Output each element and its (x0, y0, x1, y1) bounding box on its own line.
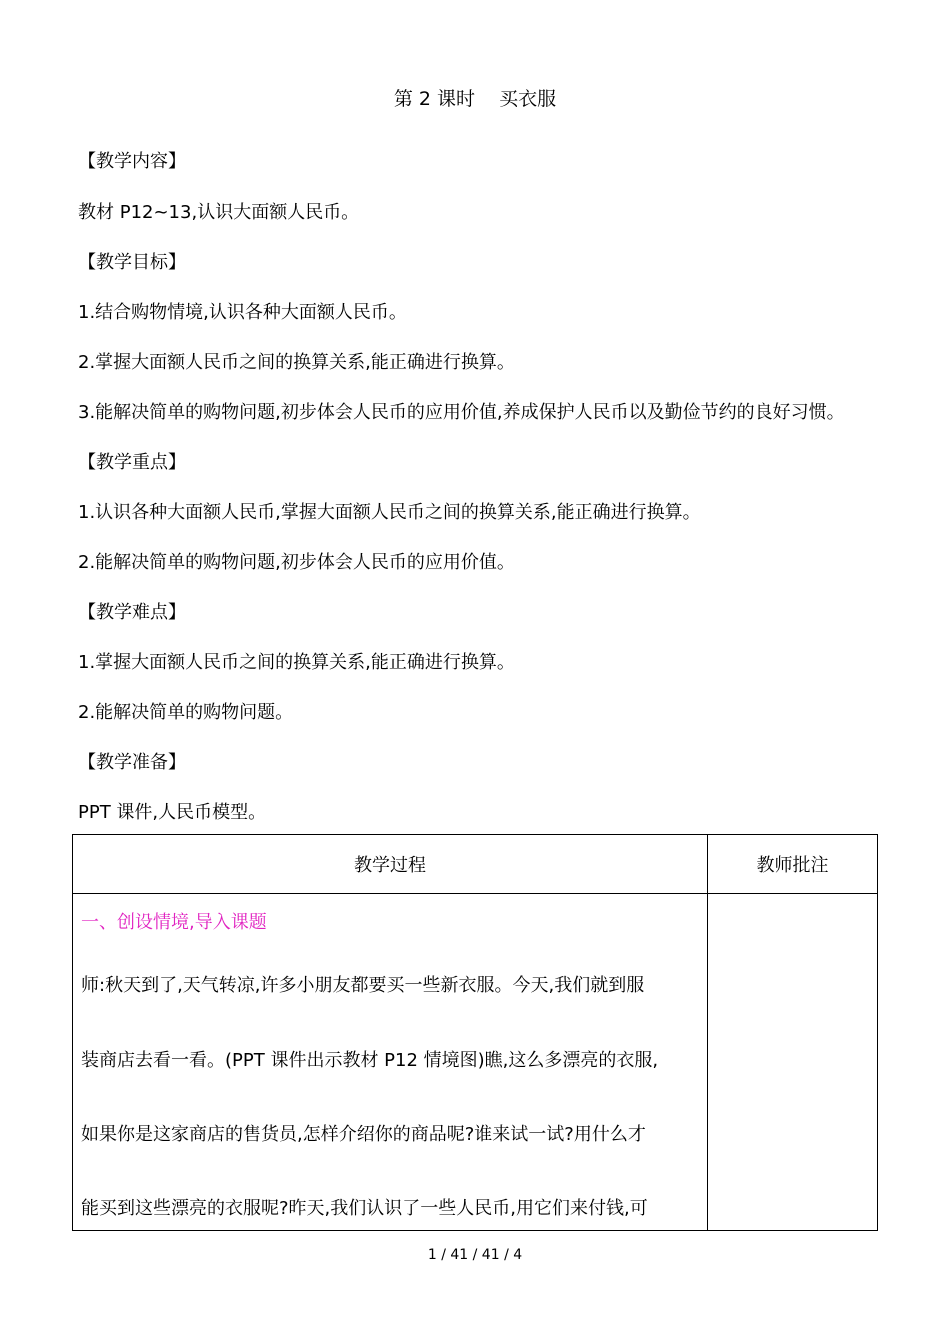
header-teaching-process: 教学过程 (73, 835, 708, 894)
process-cell (73, 894, 708, 1231)
section-heading-difficulties: 【教学难点】 (78, 602, 186, 623)
section-heading-content: 【教学内容】 (78, 151, 186, 172)
section-heading-key-points: 【教学重点】 (78, 452, 186, 473)
objective-3: 3.能解决简单的购物问题,初步体会人民币的应用价值,养成保护人民币以及勤俭节约的良好习惯。 (78, 402, 845, 423)
table-row (73, 894, 878, 1231)
page-number: 1 / 41 / 41 / 4 (427, 1247, 523, 1263)
process-section-heading: 一、创设情境,导入课题 (81, 912, 267, 933)
process-line-2: 装商店去看一看。(PPT 课件出示教材 P12 情境图)瞧,这么多漂亮的衣服, (81, 1050, 659, 1071)
key-point-2: 2.能解决简单的购物问题,初步体会人民币的应用价值。 (78, 552, 515, 573)
objective-1: 1.结合购物情境,认识各种大面额人民币。 (78, 302, 407, 323)
section-heading-preparation: 【教学准备】 (78, 752, 186, 773)
content-text: 教材 P12~13,认识大面额人民币。 (78, 202, 360, 223)
notes-cell (708, 894, 878, 1231)
section-heading-objectives: 【教学目标】 (78, 252, 186, 273)
preparation-text: PPT 课件,人民币模型。 (78, 802, 267, 823)
objective-2: 2.掌握大面额人民币之间的换算关系,能正确进行换算。 (78, 352, 515, 373)
difficulty-2: 2.能解决简单的购物问题。 (78, 702, 294, 723)
page-title: 第 2 课时 买衣服 (393, 88, 557, 110)
key-point-1: 1.认识各种大面额人民币,掌握大面额人民币之间的换算关系,能正确进行换算。 (78, 502, 701, 523)
process-line-1: 师:秋天到了,天气转凉,许多小朋友都要买一些新衣服。今天,我们就到服 (81, 975, 645, 996)
table-header-row (73, 835, 878, 894)
process-line-3: 如果你是这家商店的售货员,怎样介绍你的商品呢?谁来试一试?用什么才 (81, 1124, 646, 1145)
difficulty-1: 1.掌握大面额人民币之间的换算关系,能正确进行换算。 (78, 652, 515, 673)
process-line-4: 能买到这些漂亮的衣服呢?昨天,我们认识了一些人民币,用它们来付钱,可 (81, 1198, 648, 1219)
process-table (72, 834, 878, 1231)
header-teacher-notes: 教师批注 (708, 835, 878, 894)
